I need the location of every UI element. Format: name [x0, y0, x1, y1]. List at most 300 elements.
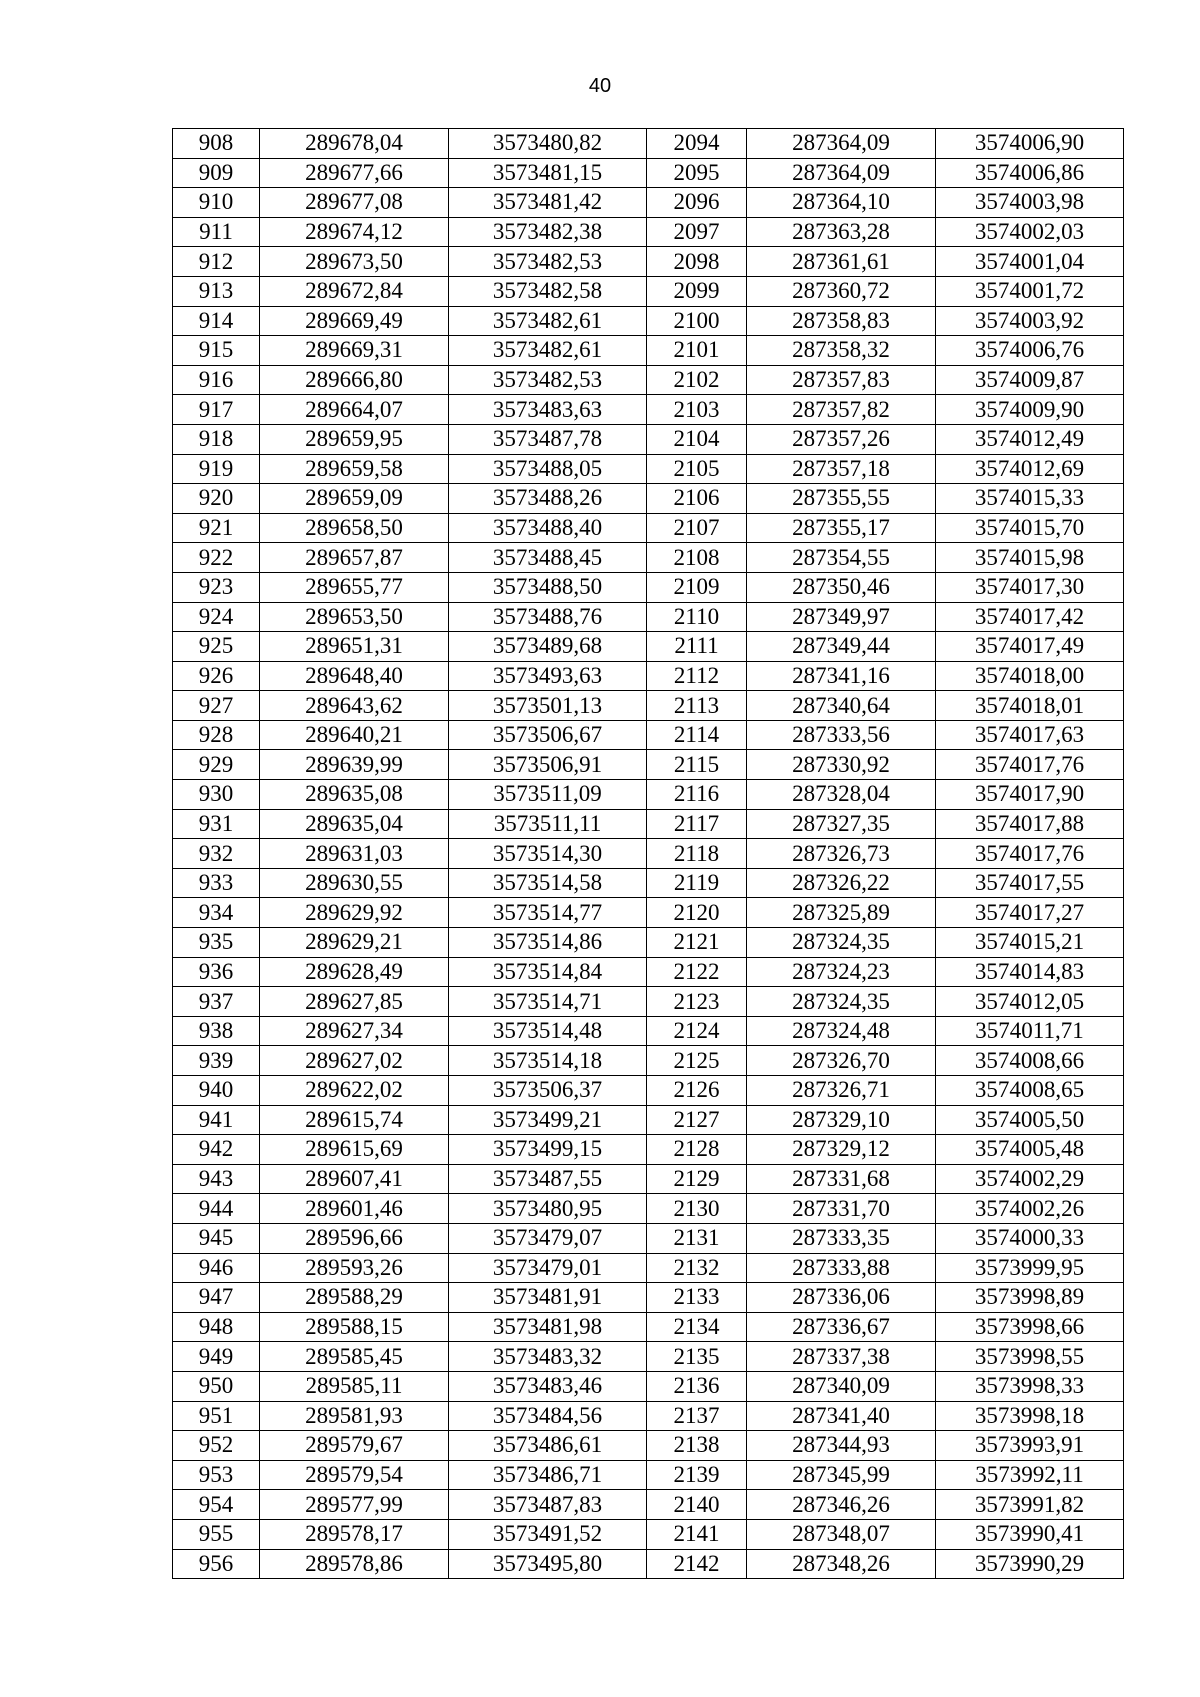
- table-row: [173, 957, 1124, 987]
- table-row: [173, 1519, 1124, 1549]
- table-row: [173, 1194, 1124, 1224]
- y-coordinate-cell: 3574015,33: [936, 484, 1124, 514]
- x-coordinate-cell: 287327,35: [747, 809, 936, 839]
- table-row: [173, 1342, 1124, 1372]
- table-row: [173, 780, 1124, 810]
- y-coordinate-cell: 3573511,09: [449, 780, 647, 810]
- y-coordinate-cell: 3574006,86: [936, 158, 1124, 188]
- x-coordinate-cell: 289629,21: [260, 928, 449, 958]
- x-coordinate-cell: 287357,18: [747, 454, 936, 484]
- y-coordinate-cell: 3573998,66: [936, 1312, 1124, 1342]
- x-coordinate-cell: 287364,10: [747, 188, 936, 218]
- y-coordinate-cell: 3573488,26: [449, 484, 647, 514]
- y-coordinate-cell: 3573514,18: [449, 1046, 647, 1076]
- x-coordinate-cell: 287344,93: [747, 1431, 936, 1461]
- y-coordinate-cell: 3573495,80: [449, 1549, 647, 1579]
- x-coordinate-cell: 289669,49: [260, 306, 449, 336]
- y-coordinate-cell: 3574009,87: [936, 365, 1124, 395]
- y-coordinate-cell: 3573482,53: [449, 247, 647, 277]
- point-number-cell: 2098: [647, 247, 747, 277]
- y-coordinate-cell: 3573993,91: [936, 1431, 1124, 1461]
- point-number-cell: 2125: [647, 1046, 747, 1076]
- x-coordinate-cell: 289658,50: [260, 513, 449, 543]
- x-coordinate-cell: 289659,58: [260, 454, 449, 484]
- x-coordinate-cell: 289601,46: [260, 1194, 449, 1224]
- table-row: [173, 1312, 1124, 1342]
- y-coordinate-cell: 3574006,90: [936, 129, 1124, 159]
- point-number-cell: 952: [173, 1431, 260, 1461]
- point-number-cell: 926: [173, 661, 260, 691]
- point-number-cell: 2118: [647, 839, 747, 869]
- table-row: [173, 602, 1124, 632]
- point-number-cell: 919: [173, 454, 260, 484]
- y-coordinate-cell: 3574000,33: [936, 1223, 1124, 1253]
- x-coordinate-cell: 289622,02: [260, 1076, 449, 1106]
- x-coordinate-cell: 289640,21: [260, 720, 449, 750]
- x-coordinate-cell: 287326,71: [747, 1076, 936, 1106]
- point-number-cell: 2099: [647, 276, 747, 306]
- x-coordinate-cell: 289673,50: [260, 247, 449, 277]
- y-coordinate-cell: 3573501,13: [449, 691, 647, 721]
- table-row: [173, 1401, 1124, 1431]
- y-coordinate-cell: 3574002,03: [936, 217, 1124, 247]
- point-number-cell: 948: [173, 1312, 260, 1342]
- y-coordinate-cell: 3573486,61: [449, 1431, 647, 1461]
- y-coordinate-cell: 3574017,30: [936, 572, 1124, 602]
- y-coordinate-cell: 3574009,90: [936, 395, 1124, 425]
- table-row: [173, 1135, 1124, 1165]
- y-coordinate-cell: 3574017,76: [936, 750, 1124, 780]
- table-row: [173, 188, 1124, 218]
- y-coordinate-cell: 3574017,55: [936, 868, 1124, 898]
- y-coordinate-cell: 3573514,58: [449, 868, 647, 898]
- point-number-cell: 2138: [647, 1431, 747, 1461]
- x-coordinate-cell: 289630,55: [260, 868, 449, 898]
- point-number-cell: 940: [173, 1076, 260, 1106]
- point-number-cell: 2097: [647, 217, 747, 247]
- y-coordinate-cell: 3573482,53: [449, 365, 647, 395]
- x-coordinate-cell: 287324,35: [747, 987, 936, 1017]
- table-row: [173, 513, 1124, 543]
- y-coordinate-cell: 3573514,30: [449, 839, 647, 869]
- point-number-cell: 918: [173, 424, 260, 454]
- point-number-cell: 2119: [647, 868, 747, 898]
- y-coordinate-cell: 3573482,38: [449, 217, 647, 247]
- x-coordinate-cell: 287357,83: [747, 365, 936, 395]
- point-number-cell: 2108: [647, 543, 747, 573]
- point-number-cell: 916: [173, 365, 260, 395]
- x-coordinate-cell: 289659,95: [260, 424, 449, 454]
- table-row: [173, 217, 1124, 247]
- table-row: [173, 691, 1124, 721]
- point-number-cell: 2140: [647, 1490, 747, 1520]
- x-coordinate-cell: 287326,70: [747, 1046, 936, 1076]
- table-row: [173, 365, 1124, 395]
- x-coordinate-cell: 287340,09: [747, 1371, 936, 1401]
- x-coordinate-cell: 289674,12: [260, 217, 449, 247]
- point-number-cell: 914: [173, 306, 260, 336]
- table-row: [173, 1076, 1124, 1106]
- point-number-cell: 941: [173, 1105, 260, 1135]
- y-coordinate-cell: 3574015,70: [936, 513, 1124, 543]
- point-number-cell: 2111: [647, 632, 747, 662]
- y-coordinate-cell: 3574005,50: [936, 1105, 1124, 1135]
- y-coordinate-cell: 3573990,41: [936, 1519, 1124, 1549]
- x-coordinate-cell: 289627,02: [260, 1046, 449, 1076]
- point-number-cell: 2117: [647, 809, 747, 839]
- x-coordinate-cell: 289635,04: [260, 809, 449, 839]
- point-number-cell: 934: [173, 898, 260, 928]
- point-number-cell: 936: [173, 957, 260, 987]
- point-number-cell: 2114: [647, 720, 747, 750]
- x-coordinate-cell: 289628,49: [260, 957, 449, 987]
- x-coordinate-cell: 289627,34: [260, 1016, 449, 1046]
- point-number-cell: 2142: [647, 1549, 747, 1579]
- point-number-cell: 956: [173, 1549, 260, 1579]
- x-coordinate-cell: 287326,22: [747, 868, 936, 898]
- point-number-cell: 927: [173, 691, 260, 721]
- x-coordinate-cell: 289585,11: [260, 1371, 449, 1401]
- point-number-cell: 2130: [647, 1194, 747, 1224]
- x-coordinate-cell: 287330,92: [747, 750, 936, 780]
- y-coordinate-cell: 3573493,63: [449, 661, 647, 691]
- point-number-cell: 2109: [647, 572, 747, 602]
- y-coordinate-cell: 3574001,04: [936, 247, 1124, 277]
- y-coordinate-cell: 3573511,11: [449, 809, 647, 839]
- y-coordinate-cell: 3573487,78: [449, 424, 647, 454]
- table-row: [173, 928, 1124, 958]
- x-coordinate-cell: 289588,29: [260, 1283, 449, 1313]
- x-coordinate-cell: 287357,82: [747, 395, 936, 425]
- x-coordinate-cell: 287358,32: [747, 336, 936, 366]
- x-coordinate-cell: 289588,15: [260, 1312, 449, 1342]
- y-coordinate-cell: 3574017,27: [936, 898, 1124, 928]
- table-row: [173, 1549, 1124, 1579]
- table-row: [173, 158, 1124, 188]
- point-number-cell: 2104: [647, 424, 747, 454]
- x-coordinate-cell: 289629,92: [260, 898, 449, 928]
- x-coordinate-cell: 289669,31: [260, 336, 449, 366]
- y-coordinate-cell: 3573480,95: [449, 1194, 647, 1224]
- x-coordinate-cell: 289593,26: [260, 1253, 449, 1283]
- x-coordinate-cell: 289581,93: [260, 1401, 449, 1431]
- x-coordinate-cell: 287341,40: [747, 1401, 936, 1431]
- point-number-cell: 931: [173, 809, 260, 839]
- point-number-cell: 2096: [647, 188, 747, 218]
- x-coordinate-cell: 287350,46: [747, 572, 936, 602]
- y-coordinate-cell: 3573506,37: [449, 1076, 647, 1106]
- x-coordinate-cell: 289615,74: [260, 1105, 449, 1135]
- point-number-cell: 933: [173, 868, 260, 898]
- y-coordinate-cell: 3574017,63: [936, 720, 1124, 750]
- y-coordinate-cell: 3573998,89: [936, 1283, 1124, 1313]
- point-number-cell: 2137: [647, 1401, 747, 1431]
- point-number-cell: 2095: [647, 158, 747, 188]
- table-row: [173, 1046, 1124, 1076]
- y-coordinate-cell: 3573482,61: [449, 336, 647, 366]
- table-row: [173, 750, 1124, 780]
- point-number-cell: 913: [173, 276, 260, 306]
- y-coordinate-cell: 3573479,07: [449, 1223, 647, 1253]
- point-number-cell: 2106: [647, 484, 747, 514]
- table-row: [173, 1283, 1124, 1313]
- point-number-cell: 2139: [647, 1460, 747, 1490]
- y-coordinate-cell: 3573998,18: [936, 1401, 1124, 1431]
- table-row: [173, 1431, 1124, 1461]
- point-number-cell: 910: [173, 188, 260, 218]
- point-number-cell: 953: [173, 1460, 260, 1490]
- table-row: [173, 395, 1124, 425]
- point-number-cell: 2122: [647, 957, 747, 987]
- y-coordinate-cell: 3574018,00: [936, 661, 1124, 691]
- point-number-cell: 908: [173, 129, 260, 159]
- x-coordinate-cell: 289666,80: [260, 365, 449, 395]
- point-number-cell: 2113: [647, 691, 747, 721]
- point-number-cell: 917: [173, 395, 260, 425]
- point-number-cell: 2126: [647, 1076, 747, 1106]
- point-number-cell: 929: [173, 750, 260, 780]
- x-coordinate-cell: 289657,87: [260, 543, 449, 573]
- point-number-cell: 921: [173, 513, 260, 543]
- x-coordinate-cell: 289677,66: [260, 158, 449, 188]
- y-coordinate-cell: 3574001,72: [936, 276, 1124, 306]
- point-number-cell: 2115: [647, 750, 747, 780]
- x-coordinate-cell: 289664,07: [260, 395, 449, 425]
- y-coordinate-cell: 3573514,48: [449, 1016, 647, 1046]
- y-coordinate-cell: 3573479,01: [449, 1253, 647, 1283]
- table-row: [173, 720, 1124, 750]
- x-coordinate-cell: 287324,23: [747, 957, 936, 987]
- x-coordinate-cell: 289651,31: [260, 632, 449, 662]
- coordinates-table: [172, 128, 1124, 1579]
- x-coordinate-cell: 287340,64: [747, 691, 936, 721]
- x-coordinate-cell: 287329,12: [747, 1135, 936, 1165]
- y-coordinate-cell: 3573499,21: [449, 1105, 647, 1135]
- y-coordinate-cell: 3574011,71: [936, 1016, 1124, 1046]
- y-coordinate-cell: 3574017,88: [936, 809, 1124, 839]
- x-coordinate-cell: 289655,77: [260, 572, 449, 602]
- x-coordinate-cell: 289639,99: [260, 750, 449, 780]
- page-number: 40: [588, 75, 612, 97]
- point-number-cell: 955: [173, 1519, 260, 1549]
- x-coordinate-cell: 289615,69: [260, 1135, 449, 1165]
- y-coordinate-cell: 3573481,98: [449, 1312, 647, 1342]
- point-number-cell: 949: [173, 1342, 260, 1372]
- y-coordinate-cell: 3573514,77: [449, 898, 647, 928]
- point-number-cell: 954: [173, 1490, 260, 1520]
- x-coordinate-cell: 289596,66: [260, 1223, 449, 1253]
- x-coordinate-cell: 287326,73: [747, 839, 936, 869]
- point-number-cell: 922: [173, 543, 260, 573]
- x-coordinate-cell: 289578,86: [260, 1549, 449, 1579]
- y-coordinate-cell: 3574014,83: [936, 957, 1124, 987]
- point-number-cell: 924: [173, 602, 260, 632]
- x-coordinate-cell: 289579,54: [260, 1460, 449, 1490]
- point-number-cell: 937: [173, 987, 260, 1017]
- table-row: [173, 868, 1124, 898]
- table-row: [173, 129, 1124, 159]
- table-row: [173, 839, 1124, 869]
- y-coordinate-cell: 3574008,65: [936, 1076, 1124, 1106]
- point-number-cell: 2102: [647, 365, 747, 395]
- y-coordinate-cell: 3573514,86: [449, 928, 647, 958]
- point-number-cell: 2101: [647, 336, 747, 366]
- y-coordinate-cell: 3574018,01: [936, 691, 1124, 721]
- point-number-cell: 2136: [647, 1371, 747, 1401]
- table-row: [173, 1016, 1124, 1046]
- point-number-cell: 2100: [647, 306, 747, 336]
- y-coordinate-cell: 3573488,76: [449, 602, 647, 632]
- x-coordinate-cell: 287329,10: [747, 1105, 936, 1135]
- y-coordinate-cell: 3573487,55: [449, 1164, 647, 1194]
- x-coordinate-cell: 289635,08: [260, 780, 449, 810]
- x-coordinate-cell: 287333,56: [747, 720, 936, 750]
- table-row: [173, 247, 1124, 277]
- point-number-cell: 946: [173, 1253, 260, 1283]
- x-coordinate-cell: 289678,04: [260, 129, 449, 159]
- table-row: [173, 1164, 1124, 1194]
- point-number-cell: 911: [173, 217, 260, 247]
- x-coordinate-cell: 289659,09: [260, 484, 449, 514]
- point-number-cell: 920: [173, 484, 260, 514]
- x-coordinate-cell: 287355,55: [747, 484, 936, 514]
- y-coordinate-cell: 3573488,40: [449, 513, 647, 543]
- y-coordinate-cell: 3574005,48: [936, 1135, 1124, 1165]
- y-coordinate-cell: 3574015,98: [936, 543, 1124, 573]
- point-number-cell: 950: [173, 1371, 260, 1401]
- y-coordinate-cell: 3574012,69: [936, 454, 1124, 484]
- point-number-cell: 944: [173, 1194, 260, 1224]
- table-row: [173, 306, 1124, 336]
- table-row: [173, 276, 1124, 306]
- table-row: [173, 336, 1124, 366]
- y-coordinate-cell: 3573999,95: [936, 1253, 1124, 1283]
- y-coordinate-cell: 3573483,63: [449, 395, 647, 425]
- point-number-cell: 2134: [647, 1312, 747, 1342]
- point-number-cell: 2112: [647, 661, 747, 691]
- x-coordinate-cell: 287333,88: [747, 1253, 936, 1283]
- point-number-cell: 930: [173, 780, 260, 810]
- point-number-cell: 2116: [647, 780, 747, 810]
- coordinates-table-body: [173, 129, 1124, 1579]
- x-coordinate-cell: 289579,67: [260, 1431, 449, 1461]
- point-number-cell: 951: [173, 1401, 260, 1431]
- x-coordinate-cell: 287361,61: [747, 247, 936, 277]
- point-number-cell: 2133: [647, 1283, 747, 1313]
- point-number-cell: 2132: [647, 1253, 747, 1283]
- point-number-cell: 935: [173, 928, 260, 958]
- y-coordinate-cell: 3573486,71: [449, 1460, 647, 1490]
- x-coordinate-cell: 289672,84: [260, 276, 449, 306]
- point-number-cell: 2121: [647, 928, 747, 958]
- x-coordinate-cell: 289627,85: [260, 987, 449, 1017]
- x-coordinate-cell: 287360,72: [747, 276, 936, 306]
- x-coordinate-cell: 287348,07: [747, 1519, 936, 1549]
- point-number-cell: 945: [173, 1223, 260, 1253]
- point-number-cell: 925: [173, 632, 260, 662]
- y-coordinate-cell: 3574002,26: [936, 1194, 1124, 1224]
- point-number-cell: 923: [173, 572, 260, 602]
- point-number-cell: 909: [173, 158, 260, 188]
- point-number-cell: 2120: [647, 898, 747, 928]
- x-coordinate-cell: 287354,55: [747, 543, 936, 573]
- y-coordinate-cell: 3573514,71: [449, 987, 647, 1017]
- x-coordinate-cell: 287358,83: [747, 306, 936, 336]
- y-coordinate-cell: 3573488,45: [449, 543, 647, 573]
- y-coordinate-cell: 3574017,42: [936, 602, 1124, 632]
- y-coordinate-cell: 3573506,91: [449, 750, 647, 780]
- table-row: [173, 454, 1124, 484]
- table-row: [173, 1253, 1124, 1283]
- y-coordinate-cell: 3573484,56: [449, 1401, 647, 1431]
- point-number-cell: 938: [173, 1016, 260, 1046]
- table-row: [173, 484, 1124, 514]
- point-number-cell: 939: [173, 1046, 260, 1076]
- y-coordinate-cell: 3573499,15: [449, 1135, 647, 1165]
- y-coordinate-cell: 3574017,49: [936, 632, 1124, 662]
- y-coordinate-cell: 3574017,76: [936, 839, 1124, 869]
- y-coordinate-cell: 3573506,67: [449, 720, 647, 750]
- point-number-cell: 2129: [647, 1164, 747, 1194]
- x-coordinate-cell: 289607,41: [260, 1164, 449, 1194]
- table-row: [173, 543, 1124, 573]
- point-number-cell: 2123: [647, 987, 747, 1017]
- y-coordinate-cell: 3574015,21: [936, 928, 1124, 958]
- y-coordinate-cell: 3573998,33: [936, 1371, 1124, 1401]
- table-row: [173, 632, 1124, 662]
- table-row: [173, 809, 1124, 839]
- point-number-cell: 2107: [647, 513, 747, 543]
- y-coordinate-cell: 3574012,49: [936, 424, 1124, 454]
- point-number-cell: 2103: [647, 395, 747, 425]
- point-number-cell: 2094: [647, 129, 747, 159]
- y-coordinate-cell: 3573489,68: [449, 632, 647, 662]
- x-coordinate-cell: 287337,38: [747, 1342, 936, 1372]
- table-row: [173, 987, 1124, 1017]
- x-coordinate-cell: 287324,35: [747, 928, 936, 958]
- y-coordinate-cell: 3574012,05: [936, 987, 1124, 1017]
- x-coordinate-cell: 289677,08: [260, 188, 449, 218]
- table-row: [173, 1460, 1124, 1490]
- x-coordinate-cell: 287349,97: [747, 602, 936, 632]
- point-number-cell: 2141: [647, 1519, 747, 1549]
- x-coordinate-cell: 287324,48: [747, 1016, 936, 1046]
- point-number-cell: 947: [173, 1283, 260, 1313]
- x-coordinate-cell: 287346,26: [747, 1490, 936, 1520]
- point-number-cell: 2124: [647, 1016, 747, 1046]
- table-row: [173, 1223, 1124, 1253]
- point-number-cell: 943: [173, 1164, 260, 1194]
- x-coordinate-cell: 287357,26: [747, 424, 936, 454]
- x-coordinate-cell: 287325,89: [747, 898, 936, 928]
- point-number-cell: 912: [173, 247, 260, 277]
- point-number-cell: 2110: [647, 602, 747, 632]
- x-coordinate-cell: 287333,35: [747, 1223, 936, 1253]
- table-row: [173, 661, 1124, 691]
- x-coordinate-cell: 287345,99: [747, 1460, 936, 1490]
- y-coordinate-cell: 3573483,46: [449, 1371, 647, 1401]
- y-coordinate-cell: 3573482,61: [449, 306, 647, 336]
- x-coordinate-cell: 287336,67: [747, 1312, 936, 1342]
- y-coordinate-cell: 3573991,82: [936, 1490, 1124, 1520]
- table-row: [173, 1371, 1124, 1401]
- y-coordinate-cell: 3573481,15: [449, 158, 647, 188]
- point-number-cell: 928: [173, 720, 260, 750]
- y-coordinate-cell: 3574006,76: [936, 336, 1124, 366]
- point-number-cell: 2131: [647, 1223, 747, 1253]
- point-number-cell: 2127: [647, 1105, 747, 1135]
- y-coordinate-cell: 3574008,66: [936, 1046, 1124, 1076]
